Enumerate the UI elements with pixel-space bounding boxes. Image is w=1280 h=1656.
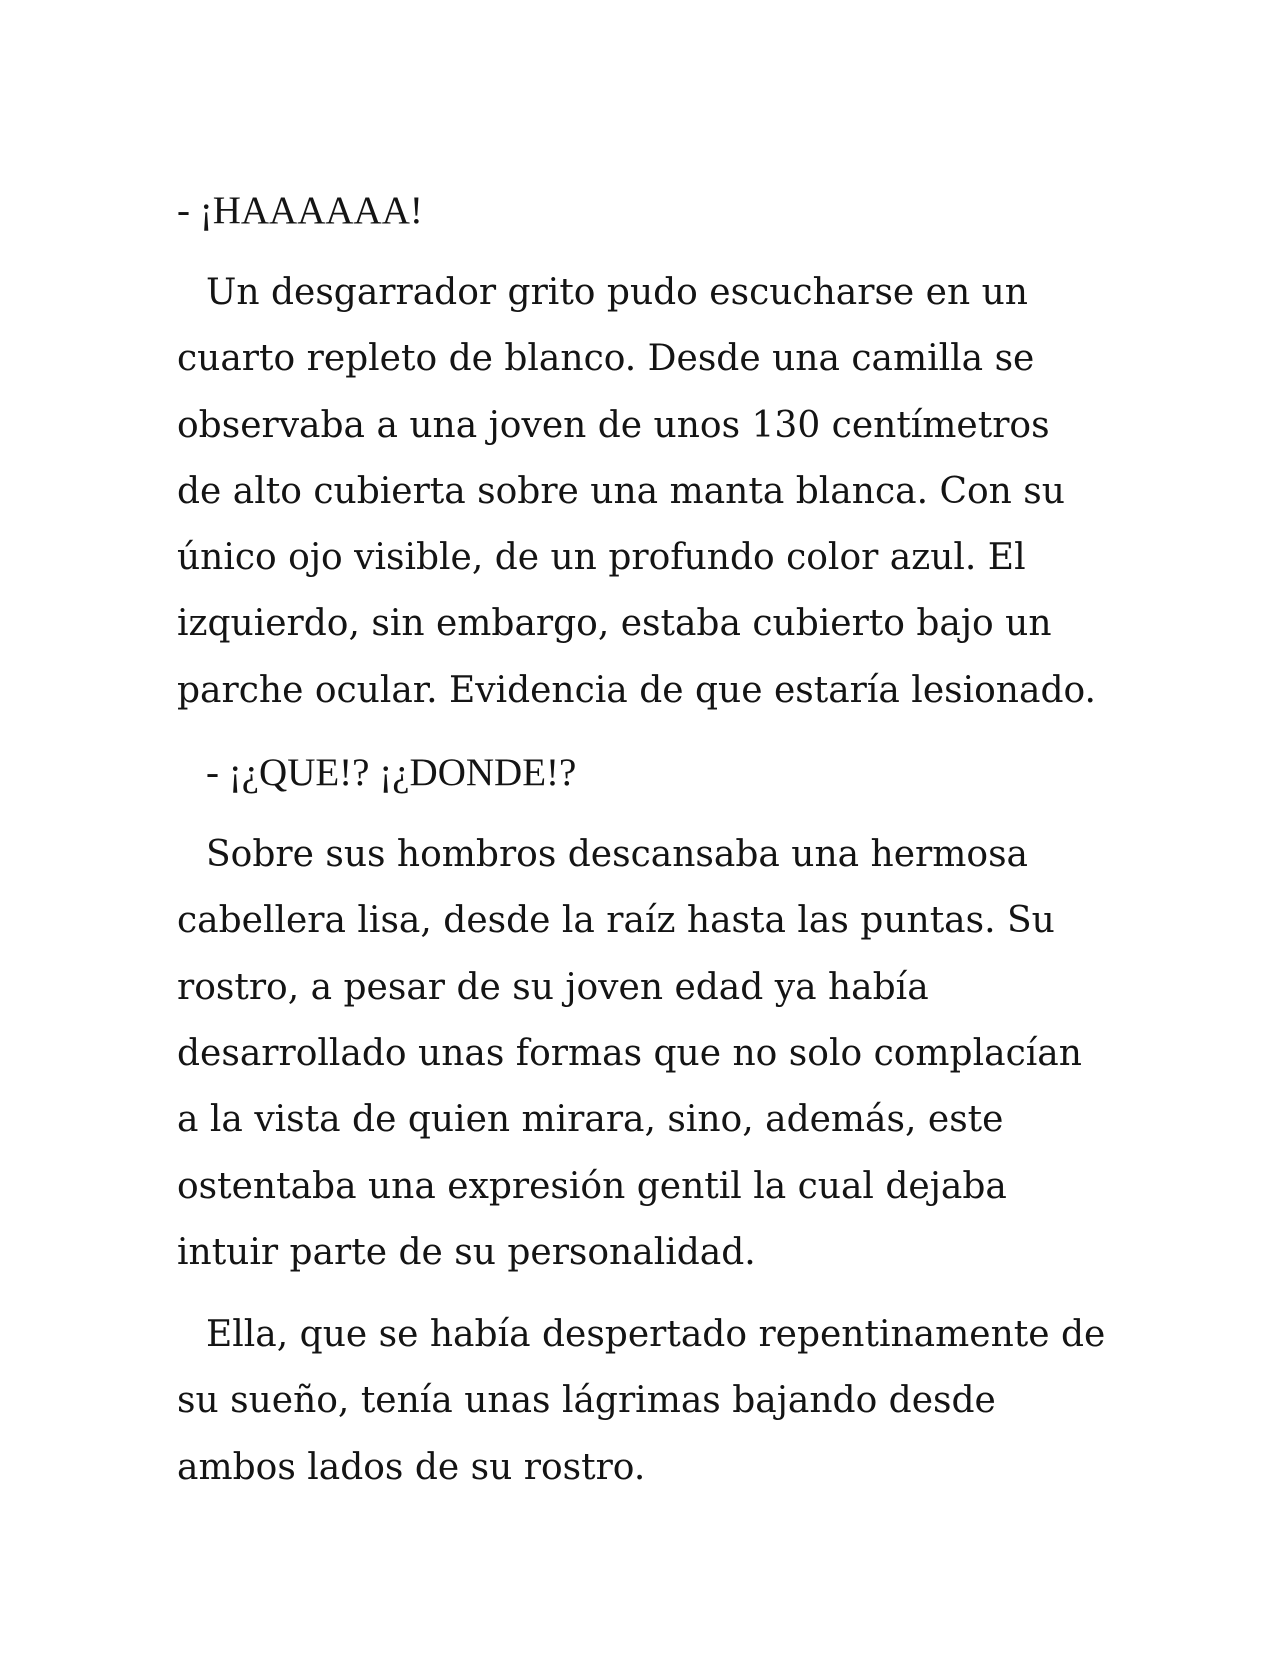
text-line: único ojo visible, de un profundo color azul. El xyxy=(177,537,1026,579)
paragraph xyxy=(177,260,1107,724)
text-line: de alto cubierta sobre una manta blanca. Con su xyxy=(177,470,1065,512)
text-line: izquierdo, sin embargo, estaba cubierto bajo un xyxy=(177,603,1052,645)
text-line: a la vista de quien mirara, sino, además, este xyxy=(177,1099,1004,1141)
text-line: observaba a una joven de unos 130 centímetros xyxy=(177,404,1050,446)
paragraph xyxy=(177,1302,1107,1501)
text-line: desarrollado unas formas que no solo complacían xyxy=(177,1032,1082,1074)
text-line: ostentaba una expresión gentil la cual dejaba xyxy=(177,1165,1007,1207)
text-line: Ella, que se había despertado repentinamente de xyxy=(206,1314,1106,1356)
text-line: cabellera lisa, desde la raíz hasta las puntas. Su xyxy=(177,900,1055,942)
text-line: intuir parte de su personalidad. xyxy=(177,1231,756,1273)
text-line: Un desgarrador grito pudo escucharse en un xyxy=(206,272,1028,313)
text-line: su sueño, tenía unas lágrimas bajando desde xyxy=(177,1380,996,1422)
text-line: cuarto repleto de blanco. Desde una camilla se xyxy=(177,338,1035,380)
text-line: parche ocular. Evidencia de que estaría lesionado. xyxy=(177,669,1096,711)
dialogue-line: - ¡HAAAAAA! xyxy=(177,189,423,232)
text-line: Sobre sus hombros descansaba una hermosa xyxy=(206,834,1029,876)
paragraph xyxy=(177,822,1107,1286)
dialogue-line: - ¡¿QUE!? ¡¿DONDE!? xyxy=(206,751,577,795)
text-line: rostro, a pesar de su joven edad ya había xyxy=(177,966,929,1008)
body-text xyxy=(177,178,1107,1517)
text-line: ambos lados de su rostro. xyxy=(177,1446,646,1488)
